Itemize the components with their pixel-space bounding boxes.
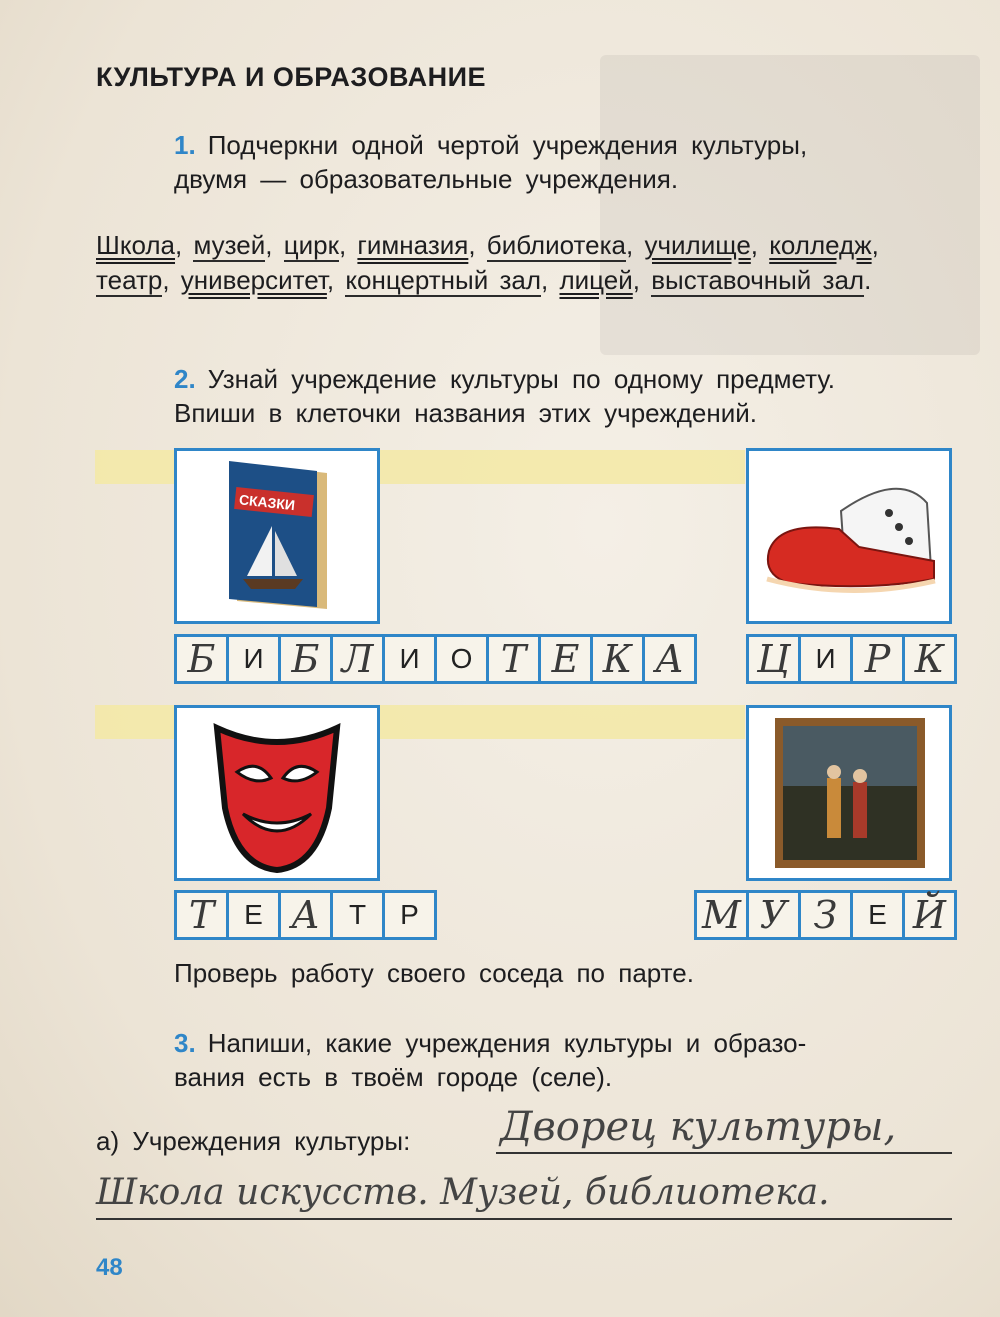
task-1-line-2: двумя — образовательные учреждения. bbox=[174, 164, 679, 194]
answer-cell[interactable]: А bbox=[278, 890, 333, 940]
answer-cell[interactable]: К bbox=[590, 634, 645, 684]
answer-cell[interactable]: Т bbox=[174, 890, 229, 940]
word-separator: , bbox=[871, 230, 879, 260]
task-2 bbox=[174, 362, 835, 430]
clown-shoe-picture bbox=[746, 448, 952, 624]
book-picture bbox=[174, 448, 380, 624]
task-1-number: 1. bbox=[174, 130, 196, 160]
answer-cell[interactable]: Р bbox=[382, 890, 437, 940]
task-2-line-2: Впиши в клеточки названия этих учреждений. bbox=[174, 398, 757, 428]
word-separator: , bbox=[541, 265, 560, 295]
answer-cell[interactable]: З bbox=[798, 890, 853, 940]
institution-word: гимназия bbox=[357, 230, 469, 260]
answer-cell[interactable]: Б bbox=[278, 634, 333, 684]
task-3-line-1: Напиши, какие учреждения культуры и образо- bbox=[207, 1028, 807, 1058]
answer-cell[interactable]: Е bbox=[538, 634, 593, 684]
answer-cell[interactable]: И bbox=[798, 634, 853, 684]
institution-word: цирк bbox=[283, 230, 339, 260]
bleed-through-shadow bbox=[600, 55, 980, 355]
answer-cell[interactable]: Т bbox=[330, 890, 385, 940]
task-3-line-2: вания есть в твоём городе (селе). bbox=[174, 1062, 613, 1092]
answer-line-1 bbox=[496, 1152, 952, 1154]
word-separator: , bbox=[750, 230, 770, 260]
task-3-number: 3. bbox=[174, 1028, 196, 1058]
answer-cell[interactable]: Е bbox=[850, 890, 905, 940]
answer-cells-circus bbox=[746, 634, 957, 684]
task-2-number: 2. bbox=[174, 364, 196, 394]
answer-cell[interactable]: И bbox=[226, 634, 281, 684]
fairy-tale-book-icon bbox=[177, 451, 377, 621]
theatre-mask-picture bbox=[174, 705, 380, 881]
answer-cells-library bbox=[174, 634, 697, 684]
clown-shoe-icon bbox=[749, 451, 949, 621]
answer-cell[interactable]: Е bbox=[226, 890, 281, 940]
word-separator: , bbox=[162, 265, 181, 295]
word-separator: , bbox=[468, 230, 487, 260]
answer-cells-museum bbox=[694, 890, 957, 940]
institution-word: библиотека bbox=[486, 230, 627, 260]
institution-word: музей bbox=[193, 230, 266, 260]
answer-a-label: а) Учреждения культуры: bbox=[96, 1126, 411, 1156]
institution-word: театр bbox=[96, 265, 163, 295]
word-separator: , bbox=[175, 230, 194, 260]
answer-cell[interactable]: Ц bbox=[746, 634, 801, 684]
page-number: 48 bbox=[96, 1254, 123, 1281]
answer-cells-theatre bbox=[174, 890, 437, 940]
word-separator: , bbox=[265, 230, 284, 260]
word-separator: , bbox=[338, 230, 358, 260]
word-separator: . bbox=[864, 265, 872, 295]
task-1 bbox=[174, 128, 807, 196]
word-separator: , bbox=[632, 265, 652, 295]
theatre-mask-icon bbox=[177, 708, 377, 878]
answer-cell[interactable]: Б bbox=[174, 634, 229, 684]
task-3 bbox=[174, 1026, 806, 1094]
institution-word: выставочный зал bbox=[651, 265, 865, 295]
painting-picture bbox=[746, 705, 952, 881]
answer-line-2 bbox=[96, 1218, 952, 1220]
answer-cell[interactable]: А bbox=[642, 634, 697, 684]
page-title: КУЛЬТУРА И ОБРАЗОВАНИЕ bbox=[96, 62, 487, 92]
handwritten-answer-2: Школа искусств. Музей, библиотека. bbox=[96, 1172, 830, 1213]
book-label: СКАЗКИ bbox=[238, 491, 296, 514]
check-neighbour-text: Проверь работу своего соседа по парте. bbox=[174, 958, 694, 988]
word-separator: , bbox=[326, 265, 346, 295]
institution-word: лицей bbox=[559, 265, 633, 295]
institution-word-list bbox=[96, 228, 956, 298]
answer-cell[interactable]: Л bbox=[330, 634, 385, 684]
answer-cell[interactable]: У bbox=[746, 890, 801, 940]
institution-word: училище bbox=[644, 230, 751, 260]
task-1-line-1: Подчеркни одной чертой учреждения культуры, bbox=[207, 130, 808, 160]
institution-word: Школа bbox=[96, 230, 176, 260]
task-2-line-1: Узнай учреждение культуры по одному предмету. bbox=[207, 364, 835, 394]
answer-cell[interactable]: Р bbox=[850, 634, 905, 684]
institution-word: университет bbox=[180, 265, 327, 295]
answer-cell[interactable]: М bbox=[694, 890, 749, 940]
answer-cell[interactable]: И bbox=[382, 634, 437, 684]
handwritten-answer-1: Дворец культуры, bbox=[500, 1104, 897, 1150]
institution-word: колледж bbox=[769, 230, 872, 260]
institution-word: концертный зал bbox=[345, 265, 542, 295]
answer-cell[interactable]: К bbox=[902, 634, 957, 684]
framed-painting-icon bbox=[749, 708, 949, 878]
answer-cell[interactable]: Й bbox=[902, 890, 957, 940]
answer-cell[interactable]: О bbox=[434, 634, 489, 684]
answer-cell[interactable]: Т bbox=[486, 634, 541, 684]
word-separator: , bbox=[626, 230, 645, 260]
